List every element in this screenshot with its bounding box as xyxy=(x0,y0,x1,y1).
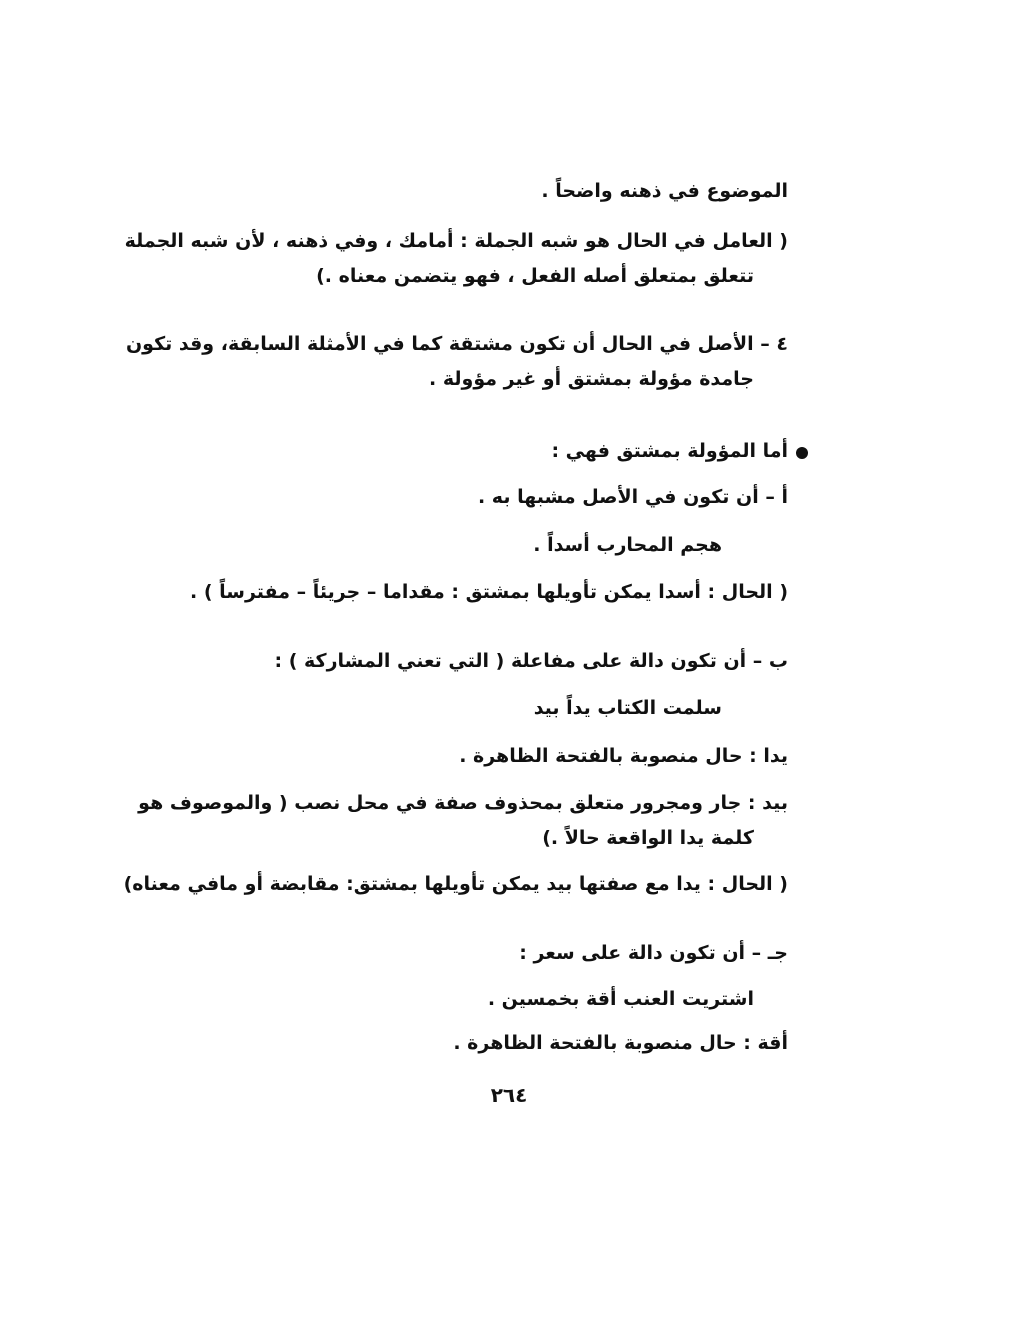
text-line-6: أما المؤولة بمشتق فهي : xyxy=(551,440,788,462)
text-line-17: اشتريت العنب أقة بخمسين . xyxy=(487,988,754,1010)
text-line-9: ( الحال : أسدا يمكن تأويلها بمشتق : مقداما – جريئاً – مفترساً ) . xyxy=(190,581,788,603)
text-line-1: الموضوع في ذهنه واضحاً . xyxy=(541,180,788,202)
text-line-3: تتعلق بمتعلق أصله الفعل ، فهو يتضمن معناه .) xyxy=(316,265,754,287)
text-line-12: يدا : حال منصوبة بالفتحة الظاهرة . xyxy=(459,745,788,767)
text-line-13: بيد : جار ومجرور متعلق بمحذوف صفة في محل نصب ( والموصوف هو xyxy=(138,792,788,814)
text-line-14: كلمة يدا الواقعة حالاً .) xyxy=(542,827,754,849)
text-line-15: ( الحال : يدا مع صفتها بيد يمكن تأويلها بمشتق: مقابضة أو مافي معناه) xyxy=(123,873,788,895)
text-line-10: ب – أن تكون دالة على مفاعلة ( التي تعني المشاركة ) : xyxy=(274,650,788,672)
text-line-7: أ – أن تكون في الأصل مشبها به . xyxy=(477,486,788,508)
bullet-icon xyxy=(796,447,808,459)
text-line-4: ٤ – الأصل في الحال أن تكون مشتقة كما في الأمثلة السابقة، وقد تكون xyxy=(125,333,788,355)
text-line-2: ( العامل في الحال هو شبه الجملة : أمامك ، وفي ذهنه ، لأن شبه الجملة xyxy=(124,230,788,252)
text-line-8: هجم المحارب أسداً . xyxy=(533,534,722,556)
page-number: ٢٦٤ xyxy=(490,1083,528,1107)
text-line-18: أقة : حال منصوبة بالفتحة الظاهرة . xyxy=(453,1032,788,1054)
text-line-11: سلمت الكتاب يداً بيد xyxy=(533,697,722,719)
text-line-16: جـ – أن تكون دالة على سعر : xyxy=(519,942,788,964)
text-line-5: جامدة مؤولة بمشتق أو غير مؤولة . xyxy=(429,368,754,390)
